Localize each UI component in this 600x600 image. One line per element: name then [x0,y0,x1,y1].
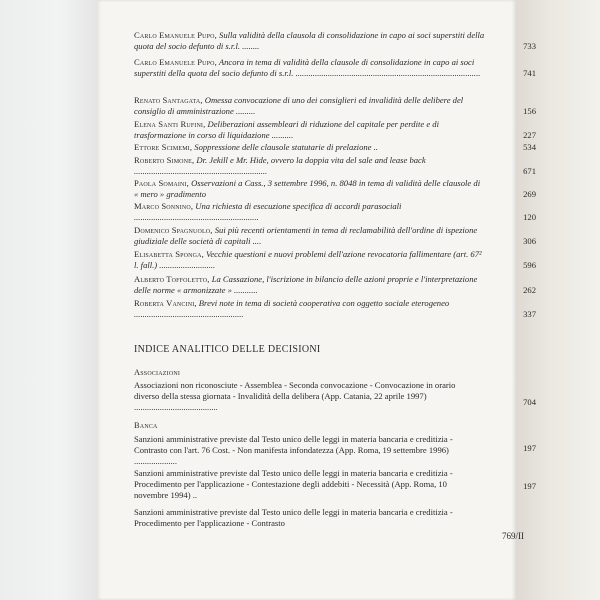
article-title: Deliberazioni assembleari di riduzione del capitale per perdite e di trasformazione in corso di liquidazione .......... [134,119,439,140]
author-entry [134,298,536,320]
page-number: 671 [523,165,536,176]
page-number: 596 [523,259,536,270]
author-entry [134,274,536,296]
author-entry [134,249,536,271]
page-marker: 769/II [502,531,524,541]
article-title: Una richiesta di esecuzione specifica di accordi parasociali .......................................................... [134,201,402,222]
page-number: 156 [523,105,536,116]
author-name: Ettore Scimemi, [134,142,193,152]
decision-entry [134,434,536,467]
author-entry [134,201,536,223]
article-title: Soppressione delle clausole statutarie di prelazione .. [192,142,378,152]
author-name: Roberta Vancini, [134,298,197,308]
decision-entry [134,507,536,529]
author-name: Elisabetta Sponga, [134,249,204,259]
decision-entry [134,468,536,501]
author-name: Carlo Emanuele Pupo, [134,57,217,67]
author-name: Renato Santagata, [134,95,203,105]
decision-text: Sanzioni amministrative previste dal Testo unico delle leggi in materia bancaria e creditizia - Contrasto con l'art. 76 Cost. - Non manifesta infondatezza (App. Roma, 19 settembre 1996) .................... [134,434,453,466]
decision-text: Sanzioni amministrative previste dal Testo unico delle leggi in materia bancaria e creditizia - Procedimento per l'applicazione - Contestazione degli addebiti - Necessità (App. Roma, 10 novembre 1994) .. [134,468,453,500]
book-page [98,0,536,600]
article-title: Vecchie questioni e nuovi problemi dell'azione revocatoria fallimentare (art. 67² l. fall.) .......................... [134,249,482,270]
author-name: Paola Somaini, [134,178,189,188]
author-entry [134,119,536,141]
page-number: 269 [523,188,536,199]
page-number: 227 [523,129,536,140]
page-number: 733 [523,40,536,51]
author-entry [134,95,536,117]
decision-text: Sanzioni amministrative previste dal Testo unico delle leggi in materia bancaria e creditizia - Procedimento per l'applicazione - Contrasto [134,507,453,528]
page-number: 197 [523,443,536,453]
page-number: 120 [523,211,536,222]
page-number: 197 [523,481,536,491]
author-name: Roberto Simone, [134,155,195,165]
category-heading: Banca [134,421,158,430]
article-title: Dr. Jekill e Mr. Hide, ovvero la doppia vita del sale and lease back .............................................................. [134,155,426,176]
article-title: Brevi note in tema di società cooperativa con oggetto sociale eterogeneo ................................................... [134,298,450,319]
author-entry [134,30,536,52]
page-number: 534 [523,142,536,152]
article-title: La Cassazione, l'iscrizione in bilancio delle azioni proprie e l'interpretazione delle norme « armonizzate » ........... [134,274,478,295]
article-title: Omessa convocazione di uno dei consiglieri ed invalidità delle delibere del consiglio di amministrazione ......... [134,95,464,116]
article-title: Osservazioni a Cass., 3 settembre 1996, n. 8048 in tema di validità delle clausole di « mero » gradimento [134,178,481,199]
page-number: 306 [523,235,536,246]
category-heading: Associazioni [134,368,181,377]
section-title: INDICE ANALITICO DELLE DECISIONI [134,344,321,355]
author-entry [134,225,536,247]
author-entry [134,57,536,79]
author-entry [134,155,536,177]
decision-text: Associazioni non riconosciute - Assemblea - Seconda convocazione - Convocazione in orario diverso della stessa giornata - Invalidità della delibera (App. Catania, 22 aprile 1997) ....................................... [134,380,456,412]
author-name: Alberto Toffoletto, [134,274,210,284]
decision-entry [134,380,536,413]
article-title: Sui più recenti orientamenti in tema di reclamabilità dell'ordine di ispezione giudiziale delle società di capitali .... [134,225,478,246]
author-entry [134,142,536,153]
author-entry [134,178,536,200]
article-title: Ancora in tema di validità della clausole di consolidazione in capo ai soci superstiti della quota del socio defunto di s.r.l. ...................................................................................... [134,57,481,78]
article-title: Sulla validità della clausola di consolidazione in capo ai soci superstiti della quota del socio defunto di s.r.l. ........ [134,30,485,51]
page-number: 262 [523,284,536,295]
left-margin [0,0,98,600]
author-name: Carlo Emanuele Pupo, [134,30,217,40]
page-number: 741 [523,67,536,78]
author-name: Marco Sonnino, [134,201,194,211]
page-number: 704 [523,397,536,407]
author-name: Elena Santi Rufini, [134,119,206,129]
author-name: Domenico Spagnuolo, [134,225,213,235]
page-number: 337 [523,308,536,319]
